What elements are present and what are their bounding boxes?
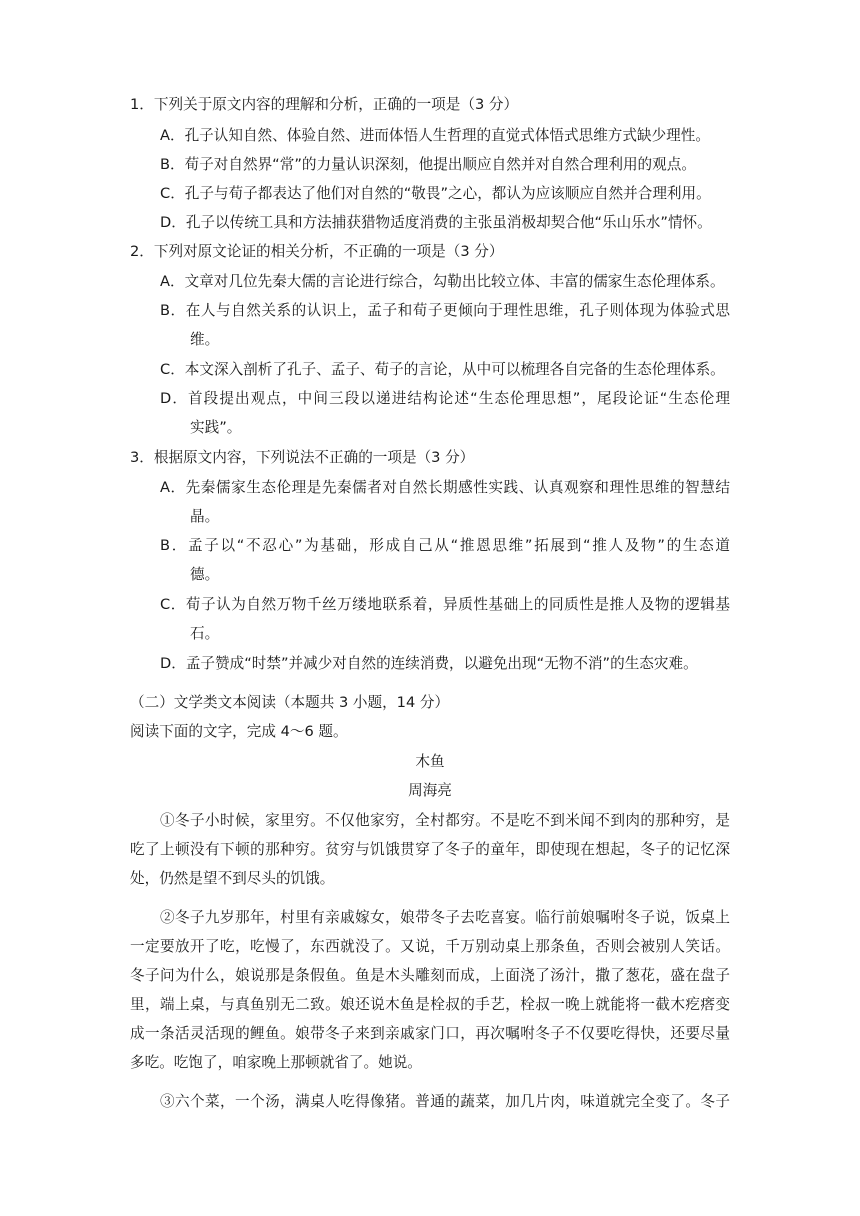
- story-paragraph-2-line: ②冬子九岁那年，村里有亲戚嫁女，娘带冬子去吃喜宴。临行前娘嘱咐冬子说，饭桌上: [160, 909, 730, 926]
- question-2-option-A: A．文章对几位先秦大儒的言论进行综合，勾勒出比较立体、丰富的儒家生态伦理体系。: [160, 273, 725, 290]
- question-stem-1: 1．下列关于原文内容的理解和分析，正确的一项是（3 分）: [130, 96, 519, 113]
- story-title: 木鱼: [415, 753, 445, 770]
- question-stem-2: 2．下列对原文论证的相关分析，不正确的一项是（3 分）: [130, 243, 504, 260]
- question-3-option-A-cont: 晶。: [190, 508, 220, 525]
- question-2-option-B: B．在人与自然关系的认识上，孟子和荀子更倾向于理性思维，孔子则体现为体验式思: [160, 302, 730, 319]
- story-paragraph-1-line: 处，仍然是望不到尽头的饥饿。: [130, 870, 335, 887]
- story-author: 周海亮: [408, 782, 452, 799]
- story-paragraph-2-line: 一定要放开了吃，吃慢了，东西就没了。又说，千万别动桌上那条鱼，否则会被别人笑话。: [130, 938, 730, 955]
- reading-instruction: 阅读下面的文字，完成 4～6 题。: [130, 723, 348, 740]
- story-paragraph-2-line: 冬子问为什么，娘说那是条假鱼。鱼是木头雕刻而成，上面浇了汤汁，撒了葱花，盛在盘子: [130, 967, 730, 984]
- question-2-option-D-cont: 实践”。: [190, 419, 242, 436]
- question-2-option-B-cont: 维。: [190, 331, 220, 348]
- question-3-option-B-cont: 德。: [190, 566, 220, 583]
- question-2-option-C: C．本文深入剖析了孔子、孟子、荀子的言论，从中可以梳理各自完备的生态伦理体系。: [160, 361, 725, 378]
- question-1-option-B: B．荀子对自然界“常”的力量认识深刻，他提出顺应自然并对自然合理利用的观点。: [160, 156, 696, 173]
- section-heading: （二）文学类文本阅读（本题共 3 小题，14 分）: [130, 694, 450, 711]
- question-3-option-D: D．孟子赞成“时禁”并减少对自然的连续消费，以避免出现“无物不消”的生态灾难。: [160, 655, 698, 672]
- story-paragraph-2-line: 成一条活灵活现的鲤鱼。娘带冬子来到亲戚家门口，再次嘱咐冬子不仅要吃得快，还要尽量: [130, 1025, 730, 1042]
- question-3-option-A: A．先秦儒家生态伦理是先秦儒者对自然长期感性实践、认真观察和理性思维的智慧结: [160, 479, 730, 496]
- story-paragraph-1-line: 吃了上顿没有下顿的那种穷。贫穷与饥饿贯穿了冬子的童年，即使现在想起，冬子的记忆深: [130, 841, 730, 858]
- question-3-option-C: C．荀子认为自然万物千丝万缕地联系着，异质性基础上的同质性是推人及物的逻辑基: [160, 596, 730, 613]
- question-stem-3: 3．根据原文内容，下列说法不正确的一项是（3 分）: [130, 449, 475, 466]
- question-2-option-D: D．首段提出观点，中间三段以递进结构论述“生态伦理思想”，尾段论证“生态伦理: [160, 390, 730, 407]
- story-paragraph-2-line: 里，端上桌，与真鱼别无二致。娘还说木鱼是栓叔的手艺，栓叔一晚上就能将一截木疙瘩变: [130, 996, 730, 1013]
- story-paragraph-3-line: ③六个菜，一个汤，满桌人吃得像猪。普通的蔬菜，加几片肉，味道就完全变了。冬子: [160, 1093, 730, 1110]
- story-paragraph-2-line: 多吃。吃饱了，咱家晚上那顿就省了。她说。: [130, 1054, 422, 1071]
- question-1-option-C: C．孔子与荀子都表达了他们对自然的“敬畏”之心，都认为应该顺应自然并合理利用。: [160, 185, 711, 202]
- question-1-option-D: D．孔子以传统工具和方法捕获猎物适度消费的主张虽消极却契合他“乐山乐水”情怀。: [160, 214, 712, 231]
- question-3-option-B: B．孟子以“不忍心”为基础，形成自己从“推恩思维”拓展到“推人及物”的生态道: [160, 537, 730, 554]
- question-3-option-C-cont: 石。: [190, 625, 220, 642]
- question-1-option-A: A．孔子认知自然、体验自然、进而体悟人生哲理的直觉式体悟式思维方式缺少理性。: [160, 127, 710, 144]
- story-paragraph-1-line: ①冬子小时候，家里穷。不仅他家穷，全村都穷。不是吃不到米闻不到肉的那种穷，是: [160, 812, 730, 829]
